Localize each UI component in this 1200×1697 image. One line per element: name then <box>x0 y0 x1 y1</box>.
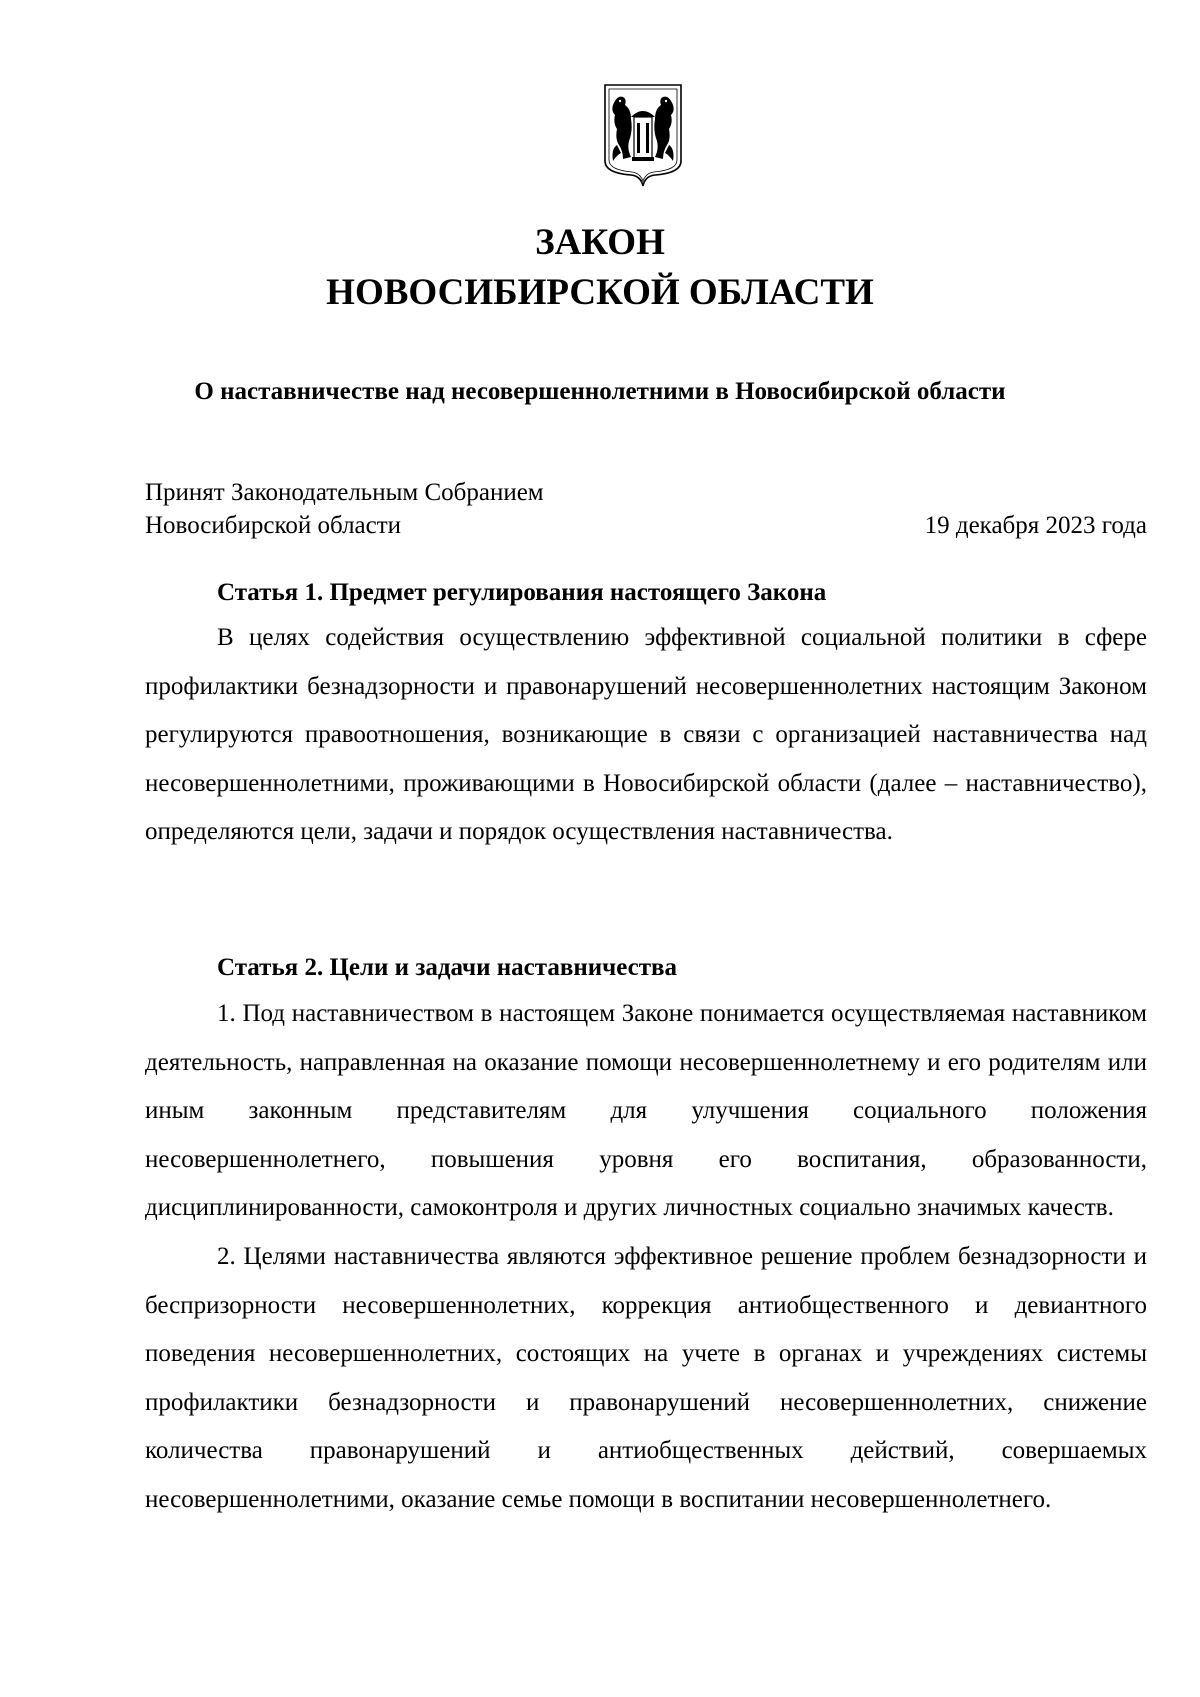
law-title-line-2: НОВОСИБИРСКОЙ ОБЛАСТИ <box>326 272 874 313</box>
article-2-heading: Статья 2. Цели и задачи наставничества <box>217 954 678 981</box>
article-1-heading: Статья 1. Предмет регулирования настоящего Закона <box>217 579 827 606</box>
law-subject: О наставничестве над несовершеннолетними в Новосибирской области <box>194 378 1006 405</box>
adopted-by-line-1: Принят Законодательным Собранием <box>145 479 544 506</box>
law-title <box>0 218 1200 318</box>
article-1-paragraph-1: В целях содействия осуществлению эффективной социальной политики в сфере профилактики безнадзорности и правонарушений несовершеннолетних настоящим Законом регулируются правоотношения, возникающие в связи с организацией наставничества над несовершеннолетними, проживающими в Новосибирской области (далее – наставничество), определяются цели, задачи и порядок осуществления наставничества. <box>145 624 1147 846</box>
coat-of-arms-emblem <box>603 83 683 188</box>
article-2-paragraph-1: 1. Под наставничеством в настоящем Законе понимается осуществляемая наставником деятельность, направленная на оказание помощи несовершеннолетнему и его родителям или иным законным представителям для улучшения социального положения несовершеннолетнего, повышения уровня его воспитания, образованности, дисциплинированности, самоконтроля и других личностных социально значимых качеств. <box>145 1000 1147 1222</box>
article-2-heading-block <box>145 951 1147 984</box>
law-title-line-1: ЗАКОН <box>535 222 665 263</box>
article-1-heading-block <box>145 576 1147 609</box>
article-1-body <box>145 614 1147 857</box>
adopted-by <box>145 476 544 542</box>
adopted-by-line-2: Новосибирской области <box>145 512 402 539</box>
article-2-paragraph-2: 2. Целями наставничества являются эффективное решение проблем безнадзорности и беспризорности несовершеннолетних, коррекция антиобщественного и девиантного поведения несовершеннолетних, состоящих на учете в органах и учреждениях системы профилактики безнадзорности и правонарушений несовершеннолетних, снижение количества правонарушений и антиобщественных действий, совершаемых несовершеннолетними, оказание семье помощи в воспитании несовершеннолетнего. <box>145 1242 1147 1513</box>
adopted-date: 19 декабря 2023 года <box>924 512 1147 539</box>
article-2-body <box>145 990 1147 1525</box>
